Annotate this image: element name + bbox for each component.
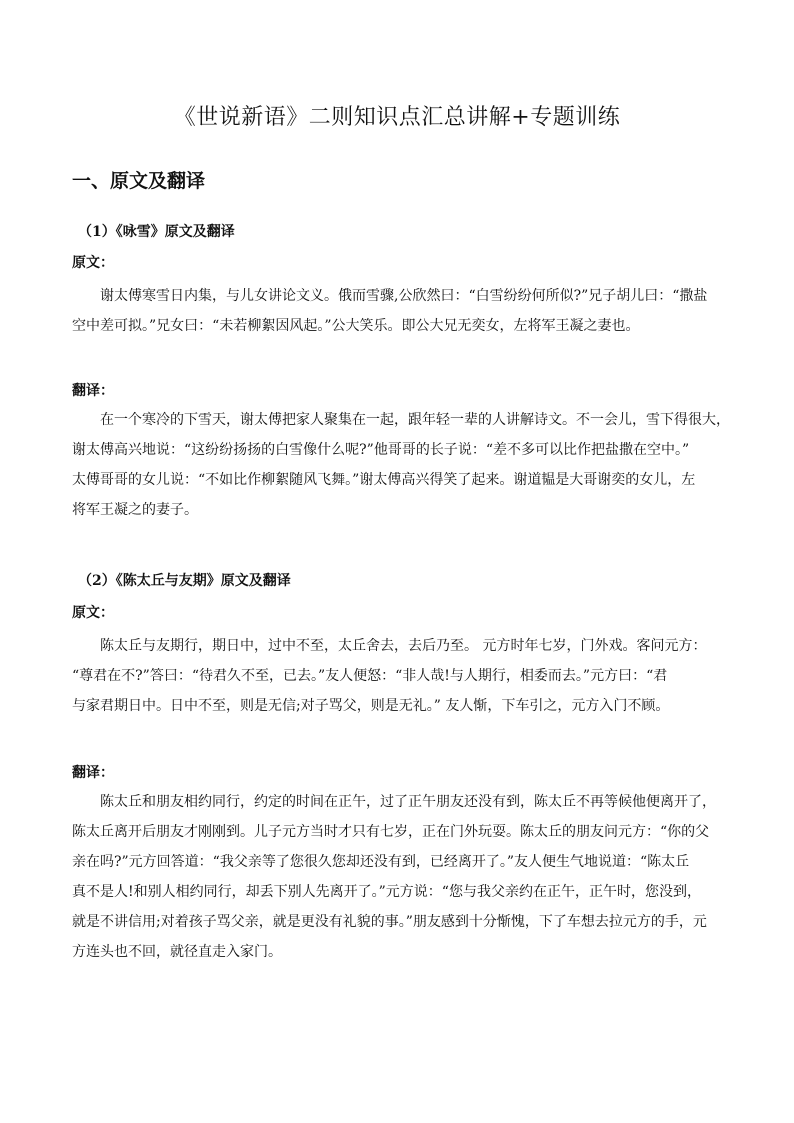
translation-label: 翻译： (72, 765, 114, 781)
original-text-yongxue (72, 281, 732, 341)
original-text-chentaiqiu (72, 631, 732, 721)
original-text-label: 原文： (72, 605, 114, 621)
translation-label: 翻译： (72, 383, 114, 399)
original-text-label: 原文： (72, 255, 114, 271)
text-line: 真不是人!和别人相约同行，却丢下别人先离开了。”元方说：“您与我父亲约在正午，正午时，您没到， (72, 884, 701, 900)
subsection-heading-yongxue: （1）《咏雪》原文及翻译 (78, 224, 235, 240)
document-title: 《世说新语》二则知识点汇总讲解+专题训练 (173, 105, 621, 130)
translation-text-yongxue (72, 405, 732, 525)
text-line: 太傅哥哥的女儿说：“不如比作柳絮随风飞舞。”谢太傅高兴得笑了起来。谢道韫是大哥谢奕的女儿，左 (72, 472, 696, 488)
text-line: 与家君期日中。日中不至，则是无信;对子骂父，则是无礼。” 友人惭，下车引之，元方入门不顾。 (72, 698, 670, 714)
text-line: 谢太傅高兴地说：“这纷纷扬扬的白雪像什么呢?”他哥哥的长子说：“差不多可以比作把盐撒在空中。” (72, 442, 690, 458)
text-line: 将军王凝之的妻子。 (72, 502, 198, 518)
text-line: 谢太傅寒雪日内集，与儿女讲论文义。俄而雪骤,公欣然曰：“白雪纷纷何所似?”兄子胡儿曰：“撒盐 (100, 288, 708, 304)
subsection-heading-chentaiqiu: （2）《陈太丘与友期》原文及翻译 (78, 573, 291, 589)
text-line: 就是不讲信用;对着孩子骂父亲，就是更没有礼貌的事。”朋友感到十分惭愧，下了车想去拉元方的手，元 (72, 914, 707, 930)
text-line: 空中差可拟。”兄女曰：“未若柳絮因风起。”公大笑乐。即公大兄无奕女，左将军王凝之妻也。 (72, 318, 640, 334)
text-line: 方连头也不回，就径直走入家门。 (72, 944, 282, 960)
text-line: 亲在吗?”元方回答道：“我父亲等了您很久您却还没有到，已经离开了。”友人便生气地说道：“陈太丘 (72, 854, 690, 870)
text-line: 陈太丘和朋友相约同行，约定的时间在正午，过了正午朋友还没有到，陈太丘不再等候他便离开了， (100, 794, 716, 810)
text-line: “尊君在不?”答曰：“待君久不至，已去。”友人便怒：“非人哉!与人期行，相委而去。”元方曰：“君 (72, 668, 668, 684)
text-line: 陈太丘与友期行，期日中，过中不至，太丘舍去，去后乃至。 元方时年七岁，门外戏。客问元方： (100, 638, 707, 654)
section-heading-original-and-translation: 一、原文及翻译 (72, 170, 206, 192)
text-line: 陈太丘离开后朋友才刚刚到。儿子元方当时才只有七岁，正在门外玩耍。陈太丘的朋友问元方：“你的父 (72, 824, 710, 840)
translation-text-chentaiqiu (72, 787, 732, 967)
text-line: 在一个寒冷的下雪天，谢太傅把家人聚集在一起，跟年轻一辈的人讲解诗文。不一会儿，雪下得很大， (100, 412, 730, 428)
